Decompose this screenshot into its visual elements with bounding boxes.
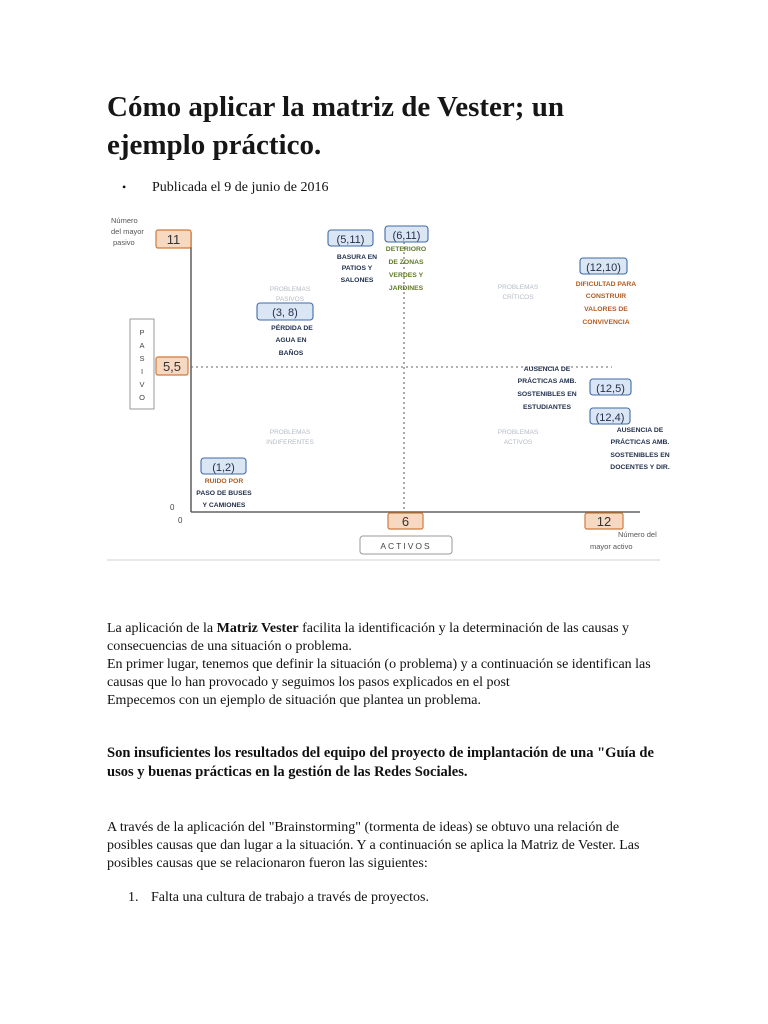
list-item-text: Falta una cultura de trabajo a través de proyectos. [151, 890, 429, 905]
origin-x-label: 0 [178, 516, 183, 525]
quadrant-activos-2: ACTIVOS [503, 439, 533, 446]
paragraph-first-step: En primer lugar, tenemos que definir la situación (o problema) y a continuación se identifican las causas que lo han provocado y seguimos los pasos explicados en el post [107, 657, 651, 690]
article-title: Cómo aplicar la matriz de Vester; un ejemplo práctico. [107, 91, 564, 161]
list-item-number: 1. [128, 890, 139, 905]
y-axis-label-letter-1: A [139, 341, 145, 350]
point-label-12-4-l1: AUSENCIA DE [616, 427, 664, 434]
point-label-3-8-l3: BAÑOS [278, 350, 304, 357]
bullet-glyph: • [122, 180, 127, 194]
point-coord-6-11: (6,11) [392, 230, 421, 242]
point-label-12-10-l4: CONVIVENCIA [582, 319, 630, 326]
point-label-12-10-l3: VALORES DE [584, 306, 628, 313]
quadrant-pasivos-1: PROBLEMAS [269, 286, 311, 293]
point-label-12-4-l4: DOCENTES Y DIR. [610, 464, 670, 471]
point-label-12-10-l1: DIFICULTAD PARA [575, 281, 637, 288]
point-label-5-11-l1: BASURA EN [336, 254, 378, 261]
point-label-1-2-l1: RUIDO POR [204, 478, 244, 485]
point-label-12-4-l2: PRÁCTICAS AMB. [610, 439, 670, 446]
point-label-6-11-l4: JARDINES [388, 285, 424, 292]
y-axis-label-letter-3: I [140, 367, 144, 376]
paragraph-intro-end: facilita la identificación y la determinación de las causas y consecuencias de una situación o problema. [107, 621, 630, 654]
quadrant-activos-1: PROBLEMAS [497, 429, 539, 436]
x-axis-caption-1: Número del [618, 530, 657, 539]
x-max-value: 12 [596, 514, 612, 529]
matriz-vester-bold: Matriz Vester [216, 621, 299, 636]
point-coord-5-11: (5,11) [336, 234, 365, 246]
point-label-12-5-l2: PRÁCTICAS AMB. [517, 378, 577, 385]
point-coord-12-5: (12,5) [596, 383, 625, 395]
point-label-3-8-l1: PÉRDIDA DE [271, 325, 313, 332]
y-axis-label-letter-4: V [139, 380, 145, 389]
point-label-6-11-l1: DETERIORO [385, 246, 427, 253]
quadrant-indiferentes-1: PROBLEMAS [269, 429, 311, 436]
point-label-3-8-l2: AGUA EN [275, 337, 307, 344]
y-axis-caption-2: del mayor [111, 227, 144, 236]
point-label-12-5-l3: SOSTENIBLES EN [517, 391, 577, 398]
y-max-value: 11 [166, 232, 181, 247]
problem-statement-heading: Son insuficientes los resultados del equipo del proyecto de implantación de una "Guía de usos y buenas prácticas en la gestión de las Redes Sociales. [107, 745, 654, 780]
y-mid-value: 5,5 [162, 359, 182, 374]
paragraph-example-intro: Empecemos con un ejemplo de situación que plantea un problema. [107, 693, 481, 708]
y-axis-caption-1: Número [111, 216, 138, 225]
paragraph-intro-start: La aplicación de la [107, 621, 217, 636]
x-axis-label: ACTIVOS [380, 541, 432, 551]
point-coord-12-10: (12,10) [586, 262, 621, 274]
point-label-1-2-l3: Y CAMIONES [202, 502, 246, 509]
quadrant-indiferentes-2: INDIFERENTES [266, 439, 314, 446]
point-label-5-11-l2: PATIOS Y [341, 265, 373, 272]
y-axis-label-letter-5: O [139, 393, 145, 402]
x-mid-value: 6 [401, 514, 410, 529]
point-label-12-4-l3: SOSTENIBLES EN [610, 452, 670, 459]
paragraph-intro [107, 620, 662, 656]
point-label-12-10-l2: CONSTRUIR [585, 293, 627, 300]
point-label-12-5-l4: ESTUDIANTES [523, 404, 571, 411]
paragraph-brainstorming: A través de la aplicación del "Brainstorming" (tormenta de ideas) se obtuvo una relación de posibles causas que dan lugar a la situación. Y a continuación se aplica la Matriz de Vester. Las posibles causas que se relacionaron fueron las siguientes: [107, 820, 640, 871]
point-label-6-11-l2: DE ZONAS [388, 259, 424, 266]
y-axis-caption-3: pasivo [113, 238, 135, 247]
point-label-1-2-l2: PASO DE BUSES [196, 490, 252, 497]
y-axis-label-letter-0: P [139, 328, 145, 337]
origin-y-label: 0 [170, 503, 175, 512]
point-label-12-5-l1: AUSENCIA DE [523, 366, 571, 373]
point-label-6-11-l3: VERDES Y [388, 272, 424, 279]
point-coord-12-4: (12,4) [595, 412, 625, 424]
y-axis-label-letter-2: S [139, 354, 145, 363]
quadrant-criticos-2: CRÍTICOS [502, 294, 534, 301]
point-label-5-11-l3: SALONES [340, 277, 374, 284]
point-coord-1-2: (1,2) [212, 462, 235, 474]
x-axis-caption-2: mayor activo [590, 542, 633, 551]
publication-date: Publicada el 9 de junio de 2016 [152, 180, 329, 195]
quadrant-criticos-1: PROBLEMAS [497, 284, 539, 291]
quadrant-pasivos-2: PASIVOS [275, 296, 305, 303]
point-coord-3-8: (3, 8) [272, 307, 298, 319]
